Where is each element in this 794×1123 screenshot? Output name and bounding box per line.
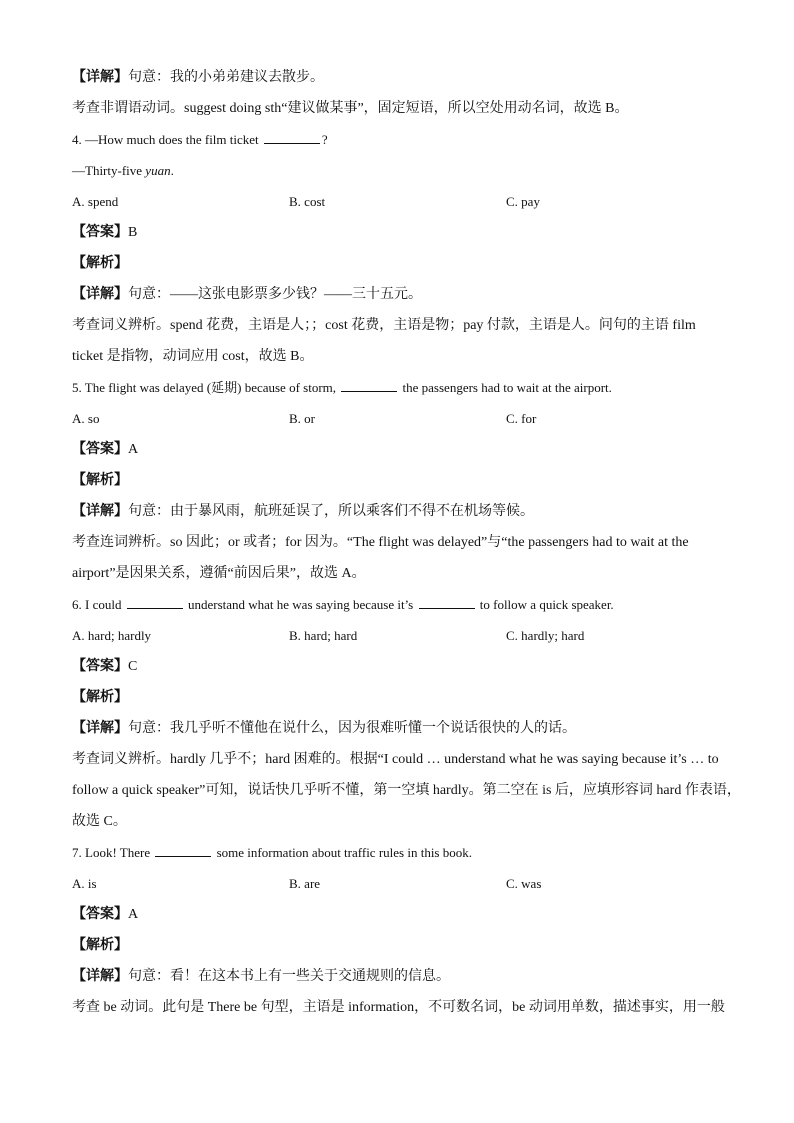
text-line xyxy=(72,217,732,248)
text-line xyxy=(72,248,732,279)
text-line xyxy=(72,899,732,930)
option-item: B. cost xyxy=(289,194,326,209)
section-tag: 【解析】 xyxy=(72,938,128,953)
fill-blank xyxy=(264,131,320,144)
text-span: ? xyxy=(321,132,328,147)
text-span: yuan xyxy=(145,163,171,178)
text-span: the passengers had to wait at the airport. xyxy=(399,380,612,395)
text-span: 句意：由于暴风雨，航班延误了，所以乘客们不得不在机场等候。 xyxy=(128,504,534,519)
text-line xyxy=(72,961,732,992)
text-span: . xyxy=(170,163,174,178)
section-tag: 【答案】 xyxy=(72,442,128,457)
text-line xyxy=(72,465,732,496)
text-span: 句意：我的小弟弟建议去散步。 xyxy=(128,70,324,85)
text-line xyxy=(72,775,741,806)
text-line xyxy=(72,124,732,155)
text-span: 考查词义辨析。spend 花费，主语是人；；cost 花费，主语是物；pay 付款，主语是人。问句的主语 film xyxy=(72,318,696,333)
text-span: 考查非谓语动词。suggest doing sth“建议做某事”，固定短语，所以空处用动名词，故选 B。 xyxy=(72,101,629,116)
text-span: 考查 be 动词。此句是 There be 句型，主语是 information，不可数名词，be 动词用单数，描述事实，用一般 xyxy=(72,1000,725,1015)
fill-blank xyxy=(419,596,475,609)
section-tag: 【详解】 xyxy=(72,969,128,984)
option-item: C. was xyxy=(506,876,542,891)
fill-blank xyxy=(341,379,397,392)
text-span: B xyxy=(128,225,138,240)
text-line xyxy=(72,589,732,620)
text-span: airport”是因果关系，遵循“前因后果”，故选 A。 xyxy=(72,566,366,581)
section-tag: 【详解】 xyxy=(72,70,128,85)
text-span: 6. I could xyxy=(72,597,125,612)
section-tag: 【详解】 xyxy=(72,504,128,519)
option-item: A. hard; hardly xyxy=(72,628,152,643)
section-tag: 【解析】 xyxy=(72,256,128,271)
section-tag: 【答案】 xyxy=(72,659,128,674)
text-line xyxy=(72,279,732,310)
text-span: 5. The flight was delayed (延期) because of storm, xyxy=(72,380,340,395)
text-span: C xyxy=(128,659,138,674)
text-line xyxy=(72,310,732,341)
text-span: 考查连词辨析。so 因此；or 或者；for 因为。“The flight was delayed”与“the passengers had to wait at the xyxy=(72,535,689,550)
text-line xyxy=(72,62,732,93)
text-line xyxy=(72,930,732,961)
text-line xyxy=(72,744,732,775)
text-span: ticket 是指物，动词应用 cost，故选 B。 xyxy=(72,349,314,364)
text-line xyxy=(72,806,732,837)
text-line xyxy=(72,837,732,868)
text-span: to follow a quick speaker. xyxy=(476,597,614,612)
option-item: C. hardly; hard xyxy=(506,628,585,643)
text-line xyxy=(72,341,732,372)
text-span: A xyxy=(128,442,139,457)
text-span: some information about traffic rules in this book. xyxy=(213,845,472,860)
section-tag: 【解析】 xyxy=(72,473,128,488)
text-line xyxy=(72,992,732,1023)
option-item: B. hard; hard xyxy=(289,628,358,643)
text-line xyxy=(72,558,732,589)
option-item: B. are xyxy=(289,876,321,891)
text-span: 故选 C。 xyxy=(72,814,127,829)
option-item: C. for xyxy=(506,411,537,426)
option-item: A. spend xyxy=(72,194,119,209)
text-span: —Thirty-five xyxy=(72,163,146,178)
option-item: A. is xyxy=(72,876,97,891)
document-body xyxy=(72,62,741,1023)
text-span: 考查词义辨析。hardly 几乎不；hard 困难的。根据“I could … understand what he was saying because it’s … to xyxy=(72,752,719,767)
text-span: understand what he was saying because it’s xyxy=(184,597,417,612)
answer-options xyxy=(72,403,732,434)
text-line xyxy=(72,682,732,713)
fill-blank xyxy=(155,844,211,857)
answer-options xyxy=(72,868,732,899)
text-line xyxy=(72,372,732,403)
text-line xyxy=(72,434,732,465)
option-item: C. pay xyxy=(506,194,540,209)
section-tag: 【详解】 xyxy=(72,287,128,302)
text-span: A xyxy=(128,907,139,922)
section-tag: 【答案】 xyxy=(72,907,128,922)
text-span: 7. Look! There xyxy=(72,845,154,860)
text-span: 句意：我几乎听不懂他在说什么，因为很难听懂一个说话很快的人的话。 xyxy=(128,721,576,736)
answer-options xyxy=(72,620,732,651)
option-item: A. so xyxy=(72,411,100,426)
section-tag: 【答案】 xyxy=(72,225,128,240)
text-line xyxy=(72,155,732,186)
text-span: 句意：——这张电影票多少钱？——三十五元。 xyxy=(128,287,422,302)
text-line xyxy=(72,713,732,744)
text-span: follow a quick speaker”可知，说话快几乎听不懂，第一空填 hardly。第二空在 is 后，应填形容词 hard 作表语， xyxy=(72,783,741,798)
answer-options xyxy=(72,186,732,217)
text-line xyxy=(72,93,732,124)
text-line xyxy=(72,496,732,527)
text-span: 4. —How much does the film ticket xyxy=(72,132,262,147)
option-item: B. or xyxy=(289,411,315,426)
section-tag: 【详解】 xyxy=(72,721,128,736)
fill-blank xyxy=(127,596,183,609)
section-tag: 【解析】 xyxy=(72,690,128,705)
text-span: 句意：看！在这本书上有一些关于交通规则的信息。 xyxy=(128,969,450,984)
text-line xyxy=(72,651,732,682)
text-line xyxy=(72,527,732,558)
